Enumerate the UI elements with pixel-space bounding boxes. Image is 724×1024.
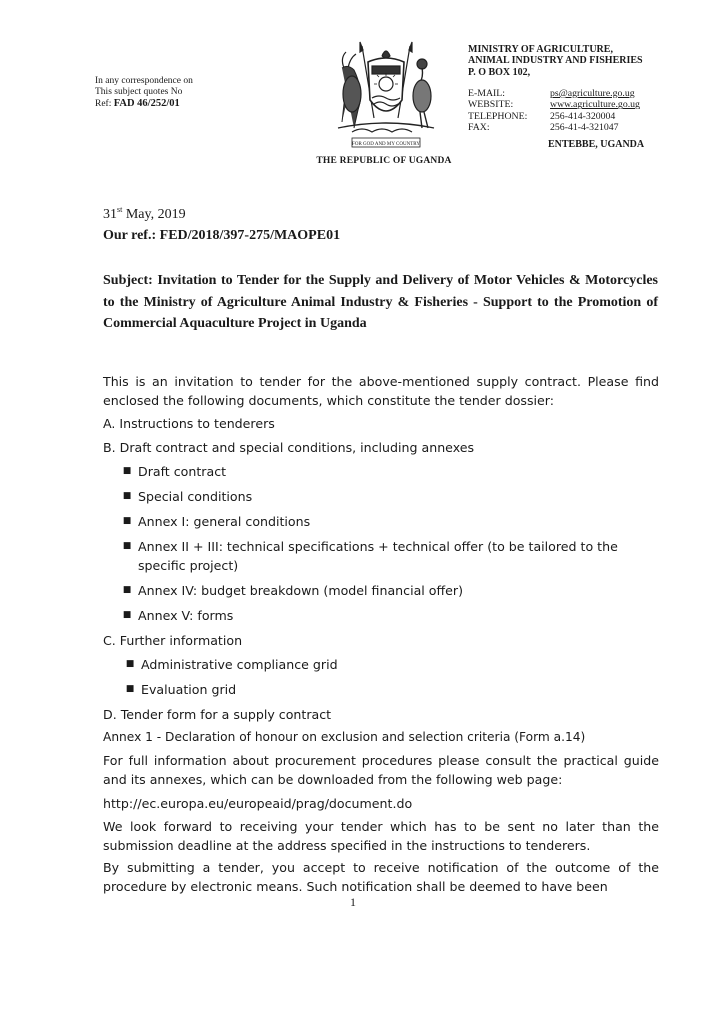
- website-label: WEBSITE:: [468, 99, 514, 111]
- item-b: B. Draft contract and special conditions, including annexes: [103, 440, 475, 455]
- contact-row-telephone: [468, 111, 640, 122]
- ministry-line-2: ANIMAL INDUSTRY AND FISHERIES: [468, 55, 643, 67]
- republic-caption: THE REPUBLIC OF UGANDA: [316, 156, 452, 166]
- prag-url-link[interactable]: http://ec.europa.eu/europeaid/prag/document.do: [103, 796, 413, 811]
- coat-of-arms-icon: [322, 38, 450, 156]
- reference-value: FAD 46/252/01: [113, 98, 180, 109]
- list-item: ■ Annex V: forms: [116, 606, 659, 625]
- website-link[interactable]: www.agriculture.go.ug: [550, 99, 640, 111]
- bullet-icon: ■: [125, 659, 135, 669]
- contact-row-website: [468, 99, 640, 110]
- email-link[interactable]: ps@agriculture.go.ug: [550, 88, 635, 99]
- list-item: ■ Annex II + III: technical specifications + technical offer (to be tailored to the specific project): [116, 537, 659, 575]
- emblem-motto: FOR GOD AND MY COUNTRY: [352, 142, 420, 147]
- bullet-icon: ■: [122, 585, 132, 595]
- ministry-line-1: MINISTRY OF AGRICULTURE,: [468, 44, 613, 55]
- bullet-icon: ■: [122, 491, 132, 501]
- contact-block: [468, 88, 640, 134]
- uganda-coat-of-arms: [322, 38, 450, 156]
- email-label: E-MAIL:: [468, 88, 506, 99]
- bullet-icon: ■: [122, 610, 132, 620]
- item-b-bullets: [103, 462, 659, 625]
- item-c: C. Further information: [103, 633, 243, 648]
- item-a: A. Instructions to tenderers: [103, 416, 275, 431]
- letter-subject: Subject: Invitation to Tender for the Supply and Delivery of Motor Vehicles & Motorcycles to the Ministry of Agriculture Animal Industry & Fisheries - Support to the Promotion of Commercial Aquaculture Project in Uganda: [103, 273, 658, 331]
- bullet-icon: ■: [122, 516, 132, 526]
- list-item: ■ Administrative compliance grid: [119, 655, 659, 674]
- ministry-header: [468, 44, 643, 78]
- reference-block: [95, 76, 193, 110]
- fax-label: FAX:: [468, 122, 490, 134]
- item-d: D. Tender form for a supply contract: [103, 707, 332, 722]
- telephone-value: 256-414-320004: [550, 110, 616, 122]
- deadline-paragraph: We look forward to receiving your tender which has to be sent no later than the submission deadline at the address specified in the instructions to tenderers.: [103, 819, 659, 853]
- list-item: ■ Annex I: general conditions: [116, 512, 659, 531]
- telephone-label: TELEPHONE:: [468, 110, 528, 122]
- list-item: ■ Evaluation grid: [119, 680, 659, 699]
- contact-row-fax: [468, 122, 640, 133]
- reference-line-2: This subject quotes No: [95, 87, 183, 97]
- date-day: 31: [103, 207, 117, 222]
- contact-row-email: [468, 88, 640, 99]
- reference-line-1: In any correspondence on: [95, 76, 193, 86]
- notification-paragraph: By submitting a tender, you accept to receive notification of the outcome of the procedure by electronic means. Such notification shall be deemed to have been: [103, 860, 659, 894]
- fax-value: 256-41-4-321047: [550, 122, 619, 134]
- bullet-icon: ■: [122, 541, 132, 551]
- list-item: ■ Special conditions: [116, 487, 659, 506]
- intro-paragraph: This is an invitation to tender for the above-mentioned supply contract. Please find enclosed the following documents, which constitute the tender dossier:: [103, 374, 659, 408]
- list-item: ■ Draft contract: [116, 462, 659, 481]
- date-suffix: st: [117, 205, 123, 214]
- letter-date: [103, 205, 186, 223]
- list-item: ■ Annex IV: budget breakdown (model financial offer): [116, 581, 659, 600]
- letter-body: [103, 372, 659, 896]
- page-number: 1: [350, 895, 356, 909]
- date-rest: May, 2019: [122, 207, 186, 222]
- annex-1-line: Annex 1 - Declaration of honour on exclusion and selection criteria (Form a.14): [103, 730, 586, 744]
- reference-label: Ref:: [95, 99, 112, 109]
- bullet-icon: ■: [125, 684, 135, 694]
- our-reference: Our ref.: FED/2018/397-275/MAOPE01: [103, 228, 341, 243]
- procurement-paragraph: For full information about procurement procedures please consult the practical guide and its annexes, which can be downloaded from the following web page:: [103, 753, 659, 787]
- bullet-icon: ■: [122, 466, 132, 476]
- city-line: ENTEBBE, UGANDA: [548, 139, 645, 150]
- item-c-bullets: [103, 655, 659, 699]
- reference-number: [95, 98, 193, 110]
- ministry-po-box: P. O BOX 102,: [468, 66, 531, 78]
